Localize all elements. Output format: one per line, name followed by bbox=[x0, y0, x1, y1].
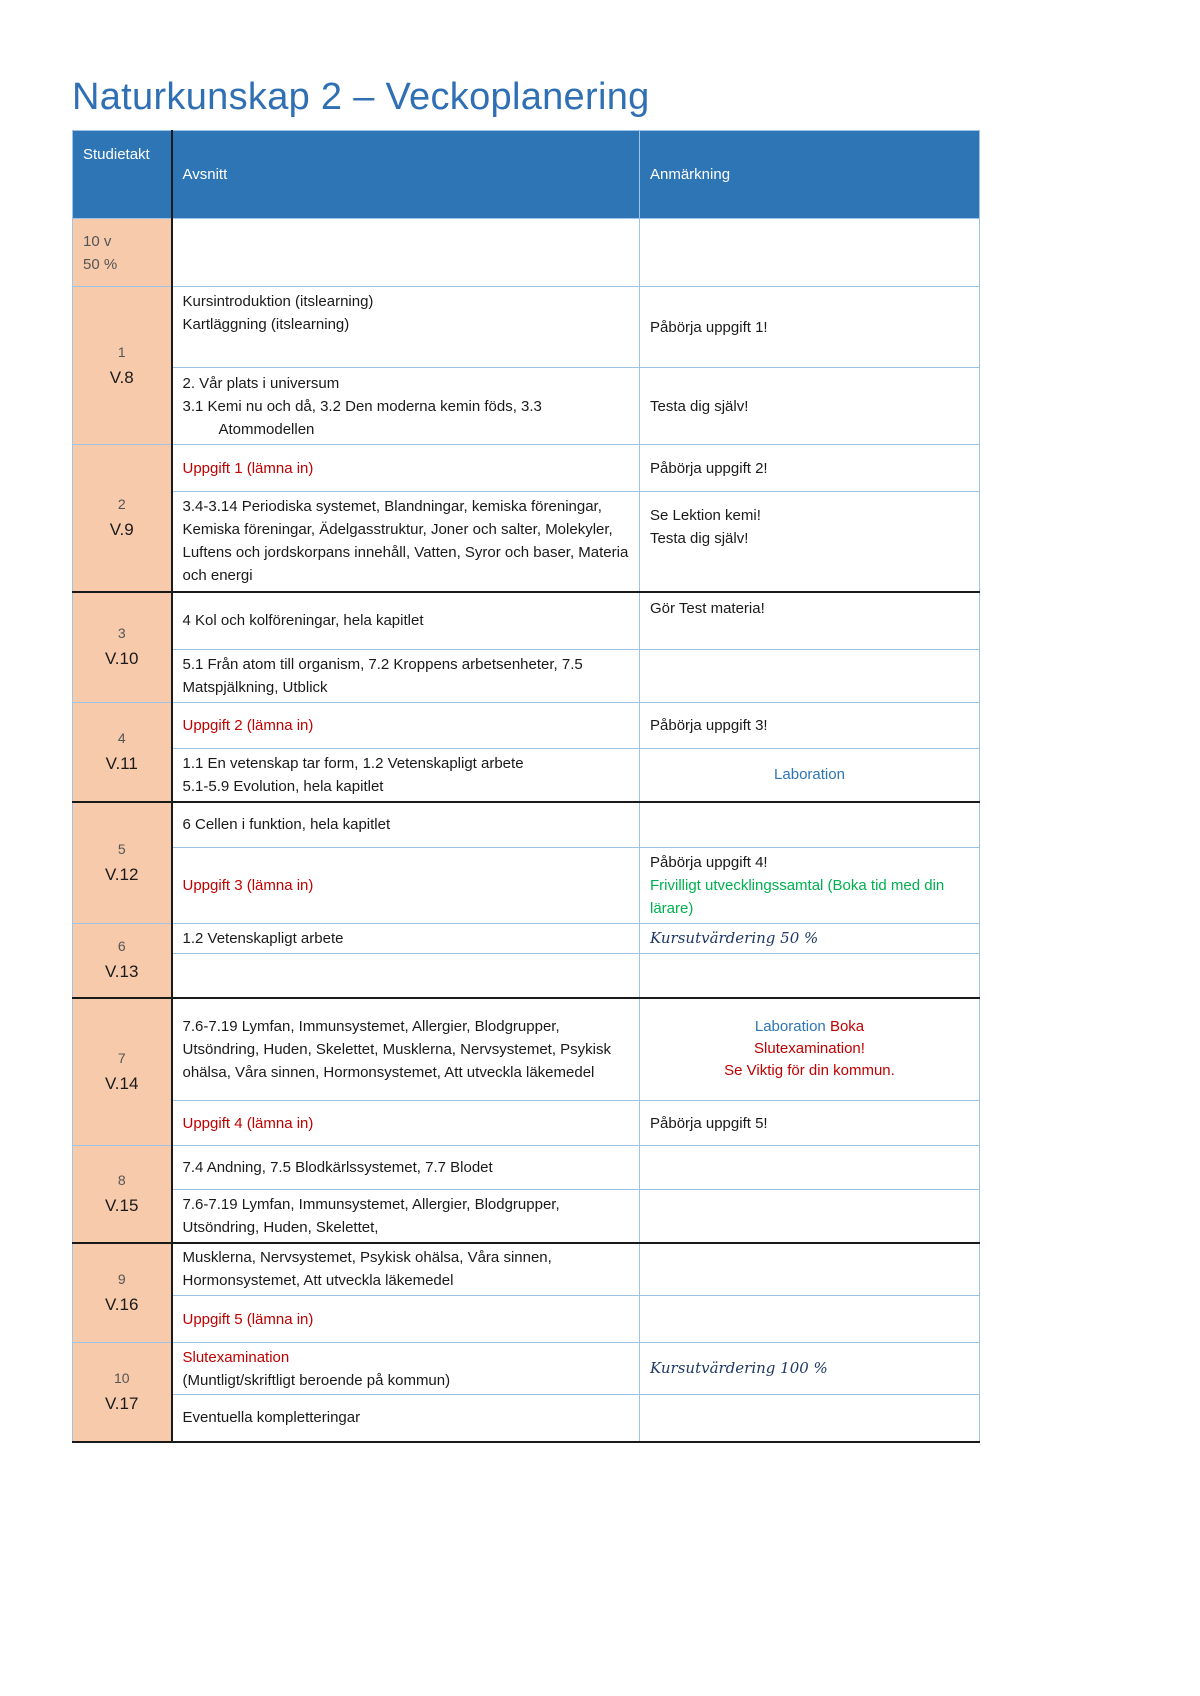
week-label: V.12 bbox=[105, 864, 139, 884]
avsnitt-cell: 4 Kol och kolföreningar, hela kapitlet bbox=[172, 592, 640, 650]
week-cell-1 bbox=[73, 287, 172, 445]
anmarkning-cell bbox=[640, 1395, 980, 1442]
anmarkning-text: Se Lektion kemi! bbox=[650, 507, 761, 524]
avsnitt-cell: Uppgift 3 (lämna in) bbox=[172, 848, 640, 924]
anmarkning-cell: Testa dig själv! bbox=[640, 368, 980, 445]
table-row bbox=[73, 924, 980, 954]
anmarkning-cell bbox=[640, 1243, 980, 1296]
header-anmarkning: Anmärkning bbox=[640, 131, 980, 219]
week-cell-5 bbox=[73, 802, 172, 924]
week-number: 9 bbox=[117, 1270, 126, 1287]
week-cell-8 bbox=[73, 1146, 172, 1243]
anmarkning-cell: Gör Test materia! bbox=[640, 592, 980, 650]
table-row bbox=[73, 703, 980, 749]
table-header-row bbox=[73, 131, 980, 219]
week-number: 7 bbox=[117, 1049, 126, 1066]
anmarkning-cell bbox=[640, 802, 980, 848]
table-row bbox=[73, 445, 980, 492]
avsnitt-cell bbox=[172, 219, 640, 287]
week-number: 10 bbox=[113, 1369, 130, 1386]
avsnitt-cell: 6 Cellen i funktion, hela kapitlet bbox=[172, 802, 640, 848]
avsnitt-cell: 3.4-3.14 Periodiska systemet, Blandningar, kemiska föreningar, Kemiska föreningar, Ädelgasstruktur, Joner och salter, Molekyler, Luftens och jordskorpans innehåll, Vatten, Syror och baser, Materia och energi bbox=[172, 492, 640, 592]
anmarkning-cell bbox=[640, 219, 980, 287]
week-cell-10 bbox=[73, 1343, 172, 1442]
avsnitt-text: Slutexamination bbox=[182, 1348, 290, 1366]
table-row bbox=[73, 848, 980, 924]
table-row bbox=[73, 1296, 980, 1343]
anmarkning-cell: Kursutvärdering 100 % bbox=[640, 1343, 980, 1395]
week-label: V.14 bbox=[105, 1073, 139, 1093]
week-label: V.17 bbox=[105, 1393, 139, 1413]
week-label: V.13 bbox=[105, 962, 139, 982]
anmarkning-text: Se Viktig för din kommun. bbox=[724, 1062, 895, 1080]
anmarkning-cell: Påbörja uppgift 1! bbox=[640, 287, 980, 368]
week-label: V.15 bbox=[105, 1195, 139, 1215]
anmarkning-cell bbox=[640, 848, 980, 924]
avsnitt-cell bbox=[172, 368, 640, 445]
week-number: 3 bbox=[117, 625, 126, 642]
week-label: V.9 bbox=[109, 519, 134, 539]
table-row bbox=[73, 749, 980, 802]
avsnitt-cell bbox=[172, 749, 640, 802]
avsnitt-text: Kursintroduktion (itslearning) bbox=[182, 293, 374, 310]
anmarkning-text: Slutexamination! bbox=[754, 1040, 865, 1058]
avsnitt-cell: Uppgift 2 (lämna in) bbox=[172, 703, 640, 749]
anmarkning-cell bbox=[640, 492, 980, 592]
avsnitt-cell: 7.6-7.19 Lymfan, Immunsystemet, Allergier, Blodgrupper, Utsöndring, Huden, Skelettet, Musklerna, Nervsystemet, Psykisk ohälsa, Våra sinnen, Hormonsystemet, Att utveckla läkemedel bbox=[172, 998, 640, 1101]
anmarkning-cell bbox=[640, 1296, 980, 1343]
avsnitt-text: 5.1-5.9 Evolution, hela kapitlet bbox=[182, 777, 384, 795]
table-row bbox=[73, 219, 980, 287]
avsnitt-cell: 7.6-7.19 Lymfan, Immunsystemet, Allergier, Blodgrupper, Utsöndring, Huden, Skelettet, bbox=[172, 1190, 640, 1243]
avsnitt-cell: Musklerna, Nervsystemet, Psykisk ohälsa, Våra sinnen, Hormonsystemet, Att utveckla läkemedel bbox=[172, 1243, 640, 1296]
week-number: 5 bbox=[117, 840, 126, 857]
week-cell-6 bbox=[73, 924, 172, 998]
table-row bbox=[73, 492, 980, 592]
avsnitt-text: 1.1 En vetenskap tar form, 1.2 Vetenskapligt arbete bbox=[182, 754, 524, 772]
anmarkning-cell bbox=[640, 1146, 980, 1190]
week-cell-2 bbox=[73, 445, 172, 592]
avsnitt-cell: 1.2 Vetenskapligt arbete bbox=[172, 924, 640, 954]
table-row bbox=[73, 368, 980, 445]
week-label: V.8 bbox=[109, 367, 134, 387]
week-number: 1 bbox=[117, 343, 126, 360]
avsnitt-text: Atommodellen bbox=[218, 420, 315, 438]
avsnitt-text: Kartläggning (itslearning) bbox=[182, 316, 350, 333]
anmarkning-text: Påbörja uppgift 4! bbox=[650, 854, 768, 871]
header-studietakt: Studietakt bbox=[73, 131, 172, 219]
table-row bbox=[73, 1146, 980, 1190]
page-title: Naturkunskap 2 – Veckoplanering bbox=[72, 76, 650, 118]
week-label: V.16 bbox=[105, 1294, 139, 1314]
avsnitt-cell: 5.1 Från atom till organism, 7.2 Kroppens arbetsenheter, 7.5 Matspjälkning, Utblick bbox=[172, 650, 640, 703]
table-row bbox=[73, 1243, 980, 1296]
avsnitt-cell: Uppgift 4 (lämna in) bbox=[172, 1101, 640, 1146]
table-row bbox=[73, 802, 980, 848]
table-row bbox=[73, 954, 980, 998]
avsnitt-text: 2. Vår plats i universum bbox=[182, 374, 340, 392]
anmarkning-text: Laboration bbox=[754, 1018, 826, 1036]
table-row bbox=[73, 1101, 980, 1146]
avsnitt-cell: Uppgift 1 (lämna in) bbox=[172, 445, 640, 492]
header-avsnitt: Avsnitt bbox=[172, 131, 640, 219]
table-row bbox=[73, 1190, 980, 1243]
anmarkning-cell bbox=[640, 650, 980, 703]
week-label: V.10 bbox=[105, 649, 139, 669]
week-number: 4 bbox=[117, 729, 126, 746]
studietakt-percent: 50 % bbox=[83, 255, 118, 273]
anmarkning-cell: Kursutvärdering 50 % bbox=[640, 924, 980, 954]
anmarkning-text: Testa dig själv! bbox=[650, 530, 749, 547]
anmarkning-cell bbox=[640, 998, 980, 1101]
week-plan-table bbox=[72, 130, 980, 1443]
avsnitt-cell: Uppgift 5 (lämna in) bbox=[172, 1296, 640, 1343]
avsnitt-text: 3.1 Kemi nu och då, 3.2 Den moderna kemin föds, 3.3 bbox=[182, 397, 542, 415]
anmarkning-cell: Påbörja uppgift 5! bbox=[640, 1101, 980, 1146]
anmarkning-text: Frivilligt utvecklingssamtal (Boka tid med din lärare) bbox=[650, 877, 945, 917]
table-row bbox=[73, 650, 980, 703]
week-cell-7 bbox=[73, 998, 172, 1146]
anmarkning-cell bbox=[640, 1190, 980, 1243]
avsnitt-cell bbox=[172, 1343, 640, 1395]
anmarkning-cell: Påbörja uppgift 3! bbox=[640, 703, 980, 749]
anmarkning-cell bbox=[640, 954, 980, 998]
avsnitt-cell: 7.4 Andning, 7.5 Blodkärlssystemet, 7.7 Blodet bbox=[172, 1146, 640, 1190]
studietakt-weeks: 10 v bbox=[83, 232, 112, 250]
table-row bbox=[73, 592, 980, 650]
week-cell-9 bbox=[73, 1243, 172, 1343]
avsnitt-cell: Eventuella kompletteringar bbox=[172, 1395, 640, 1442]
anmarkning-cell: Laboration bbox=[640, 749, 980, 802]
table-row bbox=[73, 1343, 980, 1395]
avsnitt-cell bbox=[172, 287, 640, 368]
anmarkning-cell: Påbörja uppgift 2! bbox=[640, 445, 980, 492]
anmarkning-text: Boka bbox=[829, 1018, 865, 1036]
week-number: 2 bbox=[117, 495, 126, 512]
table-row bbox=[73, 287, 980, 368]
avsnitt-text: (Muntligt/skriftligt beroende på kommun) bbox=[182, 1371, 451, 1389]
table-row bbox=[73, 998, 980, 1101]
week-label: V.11 bbox=[105, 753, 138, 773]
studietakt-cell bbox=[73, 219, 172, 287]
week-number: 6 bbox=[117, 938, 126, 955]
week-number: 8 bbox=[117, 1171, 126, 1188]
week-cell-3 bbox=[73, 592, 172, 703]
avsnitt-cell bbox=[172, 954, 640, 998]
table-row bbox=[73, 1395, 980, 1442]
week-cell-4 bbox=[73, 703, 172, 802]
